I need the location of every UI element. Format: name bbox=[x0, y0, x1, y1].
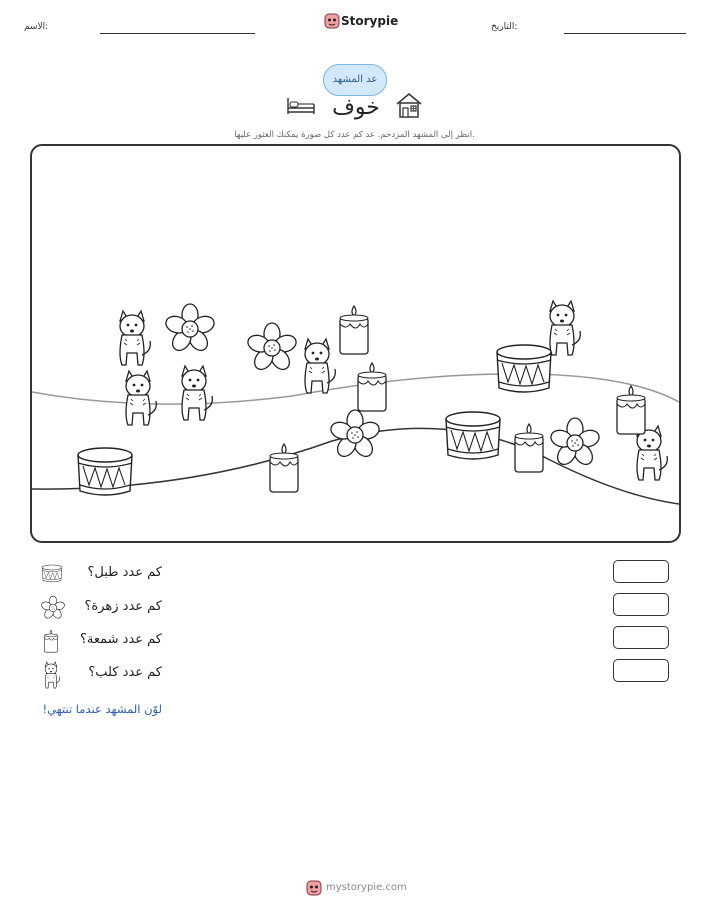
answer-box-drum[interactable] bbox=[613, 560, 669, 583]
scene-frame bbox=[30, 144, 681, 543]
dog-figure bbox=[120, 311, 150, 365]
footer-logo bbox=[306, 880, 322, 896]
flower-figure bbox=[549, 418, 601, 468]
question-candle: كم عدد شمعة؟ bbox=[79, 632, 162, 647]
instructions-text: انظر إلى المشهد المزدحم. عد كم عدد كل صورة يمكنك العثور عليها. bbox=[234, 130, 475, 140]
date-line[interactable] bbox=[564, 33, 686, 34]
storypie-logo bbox=[324, 12, 340, 30]
dog-figure bbox=[182, 366, 212, 420]
question-drum: كم عدد طبل؟ bbox=[87, 565, 162, 580]
drum-figure bbox=[497, 345, 551, 392]
answer-box-candle[interactable] bbox=[613, 626, 669, 649]
candle-icon bbox=[40, 628, 62, 654]
date-label: التاريخ: bbox=[491, 22, 518, 32]
drum-figure bbox=[78, 448, 132, 495]
house-icon bbox=[395, 91, 423, 119]
drum-icon bbox=[40, 562, 64, 586]
answer-box-flower[interactable] bbox=[613, 593, 669, 616]
scene-canvas bbox=[32, 146, 679, 541]
question-dog: كم عدد كلب؟ bbox=[88, 665, 162, 680]
bed-icon bbox=[286, 94, 316, 118]
footer-site[interactable]: mystorypie.com bbox=[326, 882, 407, 893]
flower-figure bbox=[164, 304, 216, 354]
name-line[interactable] bbox=[100, 33, 255, 34]
candle-figure bbox=[617, 386, 645, 434]
flower-figure bbox=[246, 323, 298, 373]
dog-figure bbox=[550, 301, 580, 355]
candle-figure bbox=[340, 306, 368, 354]
activity-badge: عد المشهد bbox=[323, 64, 387, 96]
activity-title: خوف bbox=[332, 95, 380, 120]
dog-icon bbox=[40, 661, 62, 689]
color-instruction: لوّن المشهد عندما تنتهي! bbox=[42, 702, 162, 716]
dog-figure bbox=[305, 339, 335, 393]
name-label: الاسم: bbox=[24, 22, 49, 32]
flower-icon bbox=[40, 595, 66, 621]
flower-figure bbox=[329, 410, 381, 460]
question-flower: كم عدد زهرة؟ bbox=[84, 599, 162, 614]
dog-figure bbox=[126, 371, 156, 425]
candle-figure bbox=[270, 444, 298, 492]
answer-box-dog[interactable] bbox=[613, 659, 669, 682]
brand-name: Storypie bbox=[341, 14, 399, 28]
candle-figure bbox=[358, 363, 386, 411]
candle-figure bbox=[515, 424, 543, 472]
drum-figure bbox=[446, 412, 500, 459]
